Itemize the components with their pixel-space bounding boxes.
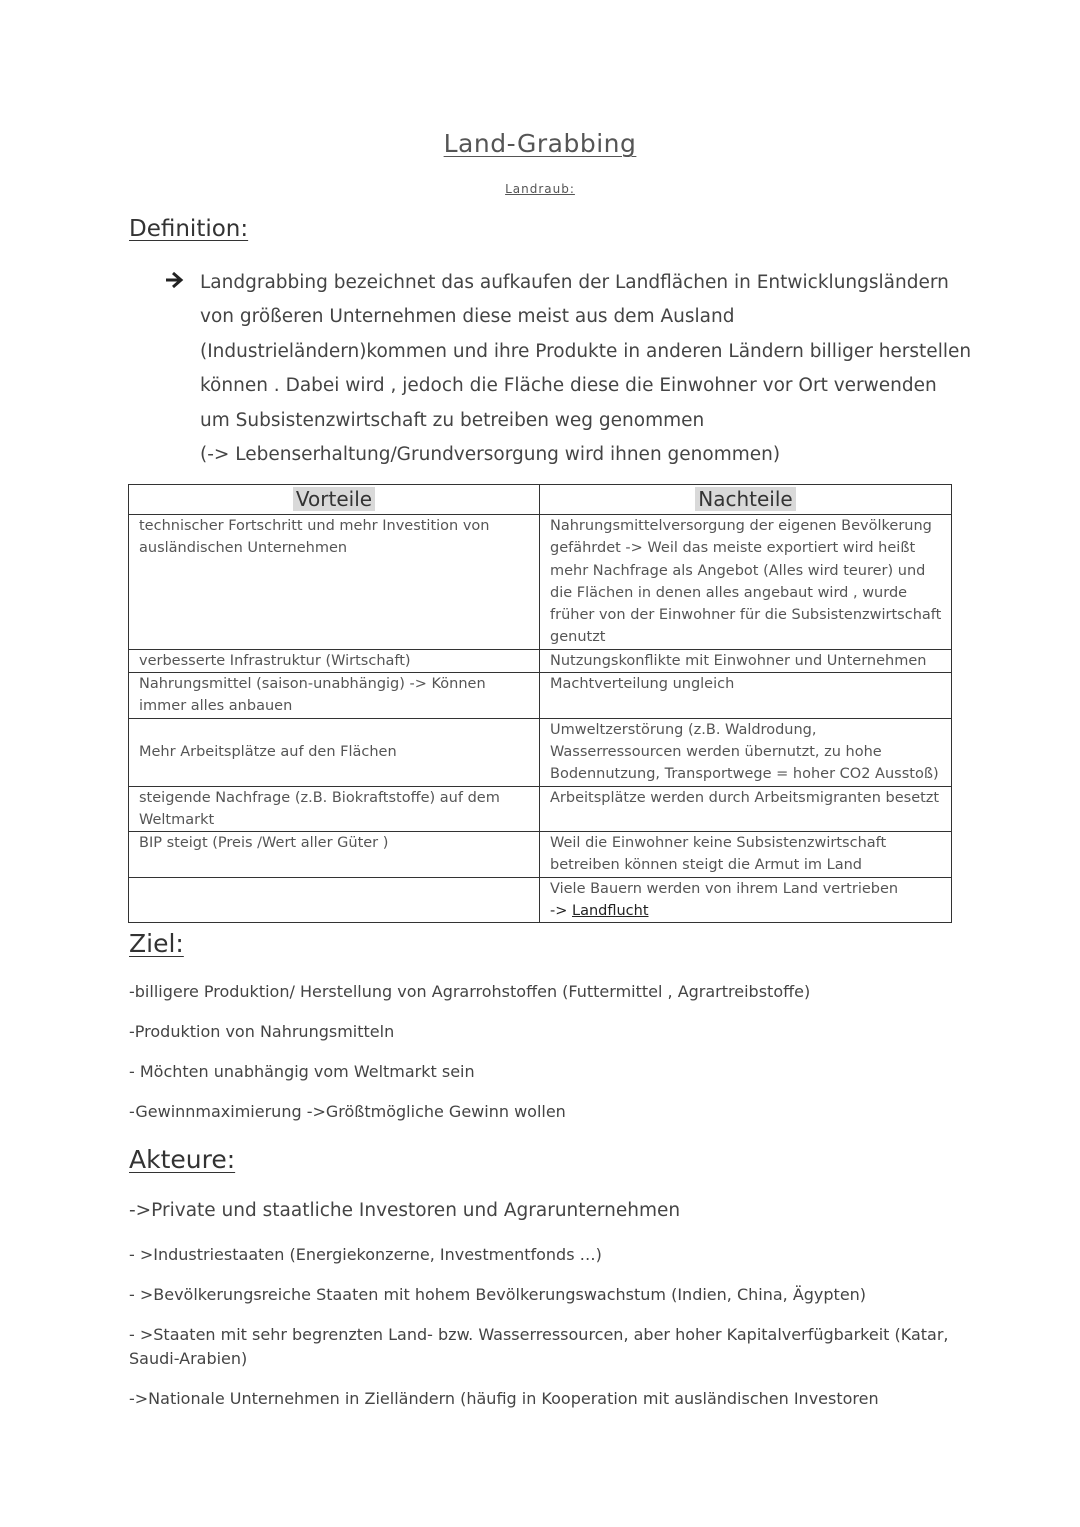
nachteil-cell: Umweltzerstörung (z.B. Waldrodung, Wasserressourcen werden übernutzt, zu hohe Bodennutzung, Transportwege = hoher CO2 Ausstoß) <box>540 718 952 786</box>
nachteil-cell <box>540 877 952 923</box>
arrow-prefix: -> <box>550 903 572 920</box>
table-row <box>129 718 952 786</box>
ziel-item: -billigere Produktion/ Herstellung von Agrarrohstoffen (Futtermittel , Agrartreibstoffe) <box>129 982 811 1001</box>
nachteil-cell: Arbeitsplätze werden durch Arbeitsmigranten besetzt <box>540 786 952 832</box>
table-row <box>129 832 952 878</box>
vorteil-cell: verbesserte Infrastruktur (Wirtschaft) <box>129 649 540 672</box>
definition-line: Landgrabbing bezeichnet das aufkaufen der Landflächen in Entwicklungsländern <box>200 272 949 293</box>
page-title: Land-Grabbing <box>443 129 637 158</box>
definition-text <box>200 266 972 472</box>
definition-line: (-> Lebenserhaltung/Grundversorgung wird ihnen genommen) <box>200 444 781 466</box>
vorteil-cell: Nahrungsmittel (saison-unabhängig) -> Können immer alles anbauen <box>129 673 540 719</box>
akteure-item: - >Staaten mit sehr begrenzten Land- bzw. Wasserressourcen, aber hoher Kapitalverfügbarkeit (Katar, Saudi-Arabien) <box>129 1325 949 1368</box>
landflucht-term: Landflucht <box>572 903 649 920</box>
definition-line: können . Dabei wird , jedoch die Fläche diese die Einwohner vor Ort verwenden <box>200 375 937 397</box>
definition-line: (Industrieländern)kommen und ihre Produkte in anderen Ländern billiger herstellen <box>200 340 972 362</box>
table-row <box>129 649 952 672</box>
ziel-item: -Gewinnmaximierung ->Größtmögliche Gewinn wollen <box>129 1102 566 1121</box>
right-arrow-icon <box>164 270 188 290</box>
ziel-item: - Möchten unabhängig vom Weltmarkt sein <box>129 1062 475 1081</box>
nachteil-cell: Machtverteilung ungleich <box>540 673 952 719</box>
vorteil-cell: BIP steigt (Preis /Wert aller Güter ) <box>129 832 540 878</box>
nachteile-header: Nachteile <box>540 485 952 515</box>
akteure-lead: ->Private und staatliche Investoren und Agrarunternehmen <box>129 1200 681 1221</box>
table-row <box>129 673 952 719</box>
ziel-heading: Ziel: <box>129 929 184 958</box>
definition-heading: Definition: <box>129 216 249 242</box>
nachteil-cell: Nahrungsmittelversorgung der eigenen Bevölkerung gefährdet -> Weil das meiste exportiert wird heißt mehr Nachfrage als Angebot (Alles wird teurer) und die Flächen in denen alles angebaut wird , wurde früher von der Einwohner für die Subsistenzwirtschaft genutzt <box>540 515 952 650</box>
table-row <box>129 877 952 923</box>
definition-line: von größeren Unternehmen diese meist aus dem Ausland <box>200 306 735 328</box>
akteure-item: - >Bevölkerungsreiche Staaten mit hohem Bevölkerungswachstum (Indien, China, Ägypten) <box>129 1285 867 1304</box>
akteure-item: ->Nationale Unternehmen in Zielländern (häufig in Kooperation mit ausländischen Investoren <box>129 1389 879 1408</box>
vorteile-header: Vorteile <box>129 485 540 515</box>
vorteil-cell: Mehr Arbeitsplätze auf den Flächen <box>129 718 540 786</box>
vorteil-cell <box>129 877 540 923</box>
pros-cons-table <box>128 484 952 923</box>
table-row <box>129 786 952 832</box>
vorteil-cell: technischer Fortschritt und mehr Investition von ausländischen Unternehmen <box>129 515 540 650</box>
page-subtitle: Landraub: <box>505 182 575 196</box>
akteure-heading: Akteure: <box>129 1145 236 1174</box>
nachteil-text: Viele Bauern werden von ihrem Land vertrieben <box>550 880 899 897</box>
table-header-row <box>129 485 952 515</box>
table-row <box>129 515 952 650</box>
nachteil-cell: Nutzungskonflikte mit Einwohner und Unternehmen <box>540 649 952 672</box>
akteure-item: - >Industriestaaten (Energiekonzerne, Investmentfonds …) <box>129 1245 602 1264</box>
definition-line: um Subsistenzwirtschaft zu betreiben weg genommen <box>200 409 705 431</box>
vorteil-cell: steigende Nachfrage (z.B. Biokraftstoffe) auf dem Weltmarkt <box>129 786 540 832</box>
landflucht-line <box>550 900 943 922</box>
ziel-item: -Produktion von Nahrungsmitteln <box>129 1022 395 1041</box>
nachteil-cell: Weil die Einwohner keine Subsistenzwirtschaft betreiben können steigt die Armut im Land <box>540 832 952 878</box>
